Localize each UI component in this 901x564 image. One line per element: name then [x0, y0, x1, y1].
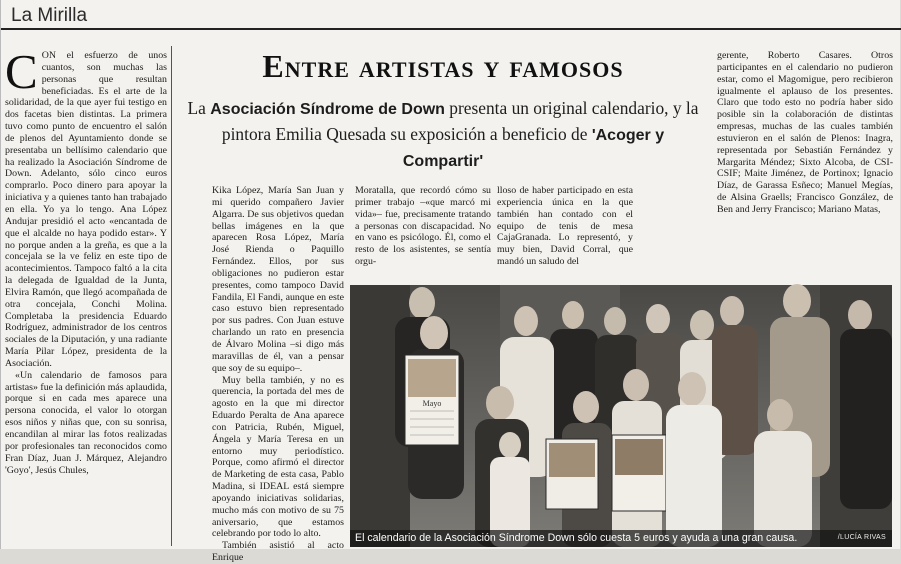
body-column-3 [497, 185, 633, 285]
column-right [717, 50, 893, 290]
deck: La Asociación Síndrome de Down presenta un original calendario, y la pintora Emilia Quesada su exposición a beneficio de 'Acoger y Compartir' [187, 98, 699, 170]
group-photo [350, 285, 892, 547]
column-divider [171, 46, 172, 546]
section-header [1, 0, 901, 30]
group-photo-image [350, 285, 892, 547]
body-column-1-paragraph-2: Muy bella también, y no es querencia, la portada del mes de agosto en la que mi director Eduardo Peralta de Ana aparece con Patricia, Rubén, Miguel, Ángela y María Teresa en un entorno muy periodístico. Porque, como afirmó el director de Marketing de esta casa, Pablo Madina, si IDEAL está siempre apoyando iniciativas solidarias, mucho más con motivo de su 75 aniversario, que estamos celebrando por todo lo alto. [212, 374, 344, 540]
body-column-2 [355, 185, 491, 285]
column-left-paragraph-1: ON el esfuerzo de unos cuantos, son muchas las personas que resultan beneficiadas. Es el arte de la solidaridad, de la que ayer fui testigo en dos facetas bien distintas. La primera tuvo como punto de encuentro el salón de plenos del Ayuntamiento donde se presentaba un bellísimo calendario que ha realizado la Asociación Síndrome de Down. Adelanto, sólo cinco euros comprarlo. Poco dinero para apoyar la iniciativa y a quienes tanto han trabajado en ella. Yo ya lo tengo. Ana López Andujar presidió el acto «encantada de que el alcalde no haya podido estar». Y no porque anden a la greña, es que a la concejala se la ve feliz en este tipo de acontecimientos. Tampoco faltó a la cita la delegada de Igualdad de la Junta, Elvira Ramón, que llegó acompañada de otra concejala, Conchi Molina. Completaba la presidencia Eduardo Rodríguez, administrador de los centros sociales de la Diputación, y una radiante María Pilar López, presidenta de la Asociación. [5, 50, 167, 369]
photo-caption: El calendario de la Asociación Síndrome Down sólo cuesta 5 euros y ayuda a una gran causa. [355, 532, 798, 544]
section-title: La Mirilla [11, 5, 88, 26]
column-right-text: gerente, Roberto Casares. Otros participantes en el calendario no pudieron estar, como el Magomigue, pero recibieron igualmente el aplauso de los presentes. Claro que todo esto no podría haber sido posible sin la colaboración de distintas empresas, muchas de las cuales también estuvieron en el salón de Plenos: Inagra, representada por Sebastián Fernández y Margarita Méndez; Sixto Alcoba, de CSI-CSIF; Maite Jiménez, de Portinox; Ignacio Díaz, de Garassa Esñeco; Manuel Megías, de Alsina Graells; Francisco González, de Ben and Jerry Francisco; Mariano Matas, [717, 50, 893, 215]
drop-cap: C [5, 44, 38, 99]
column-left [5, 44, 167, 546]
body-column-1-paragraph-1: Kika López, María San Juan y mi querido compañero Javier Algarra. De sus objetivos quedan bellas imágenes en la que aparecen Rosa López, María José Rienda o Paquillo Fernández. Ellos, por sus obligaciones no pudieron estar presentes, como tampoco David Fandila, El Fandi, aunque en este caso estuvo bien representado por sus padres. Con Juan estuve charlando un rato en presencia de Álvaro Molina –si digo más maravillas de él, van a pensar que soy de su equipo–. [212, 185, 344, 374]
body-column-1-paragraph-3: También asistió al acto Enrique [212, 540, 344, 564]
headline: Entre artistas y famosos [262, 48, 624, 84]
photo-credit: /LUCÍA RIVAS [837, 534, 886, 541]
body-column-2-text: Moratalla, que recordó cómo su primer trabajo –«que marcó mi vida»– fue, precisamente tratando a personas con discapacidad. No en vano es psicólogo. Él, como el resto de los asistentes, se sentía orgu- [355, 185, 491, 268]
body-column-1 [212, 185, 344, 564]
calendar-month-label: Mayo [422, 399, 442, 408]
column-left-paragraph-2: «Un calendario de famosos para artistas» fue la definición más aplaudida, porque si en cada mes aparece una persona conocida, el valor lo otorgan esos niños y niñas que, con su sonrisa, encandilan al mirar las fotos realizadas por profesionales tan reconocidos como Fran Díaz, Juan J. Márquez, Alejandro 'Goyo', Jesús Chules, [5, 369, 167, 476]
caption-bar [350, 530, 892, 547]
body-column-3-text: lloso de haber participado en esta experiencia única en la que también han contado con el equipo de tenis de mesa CajaGranada. Lo representó, y muy bien, David Corral, que mandó un saludo del [497, 185, 633, 268]
